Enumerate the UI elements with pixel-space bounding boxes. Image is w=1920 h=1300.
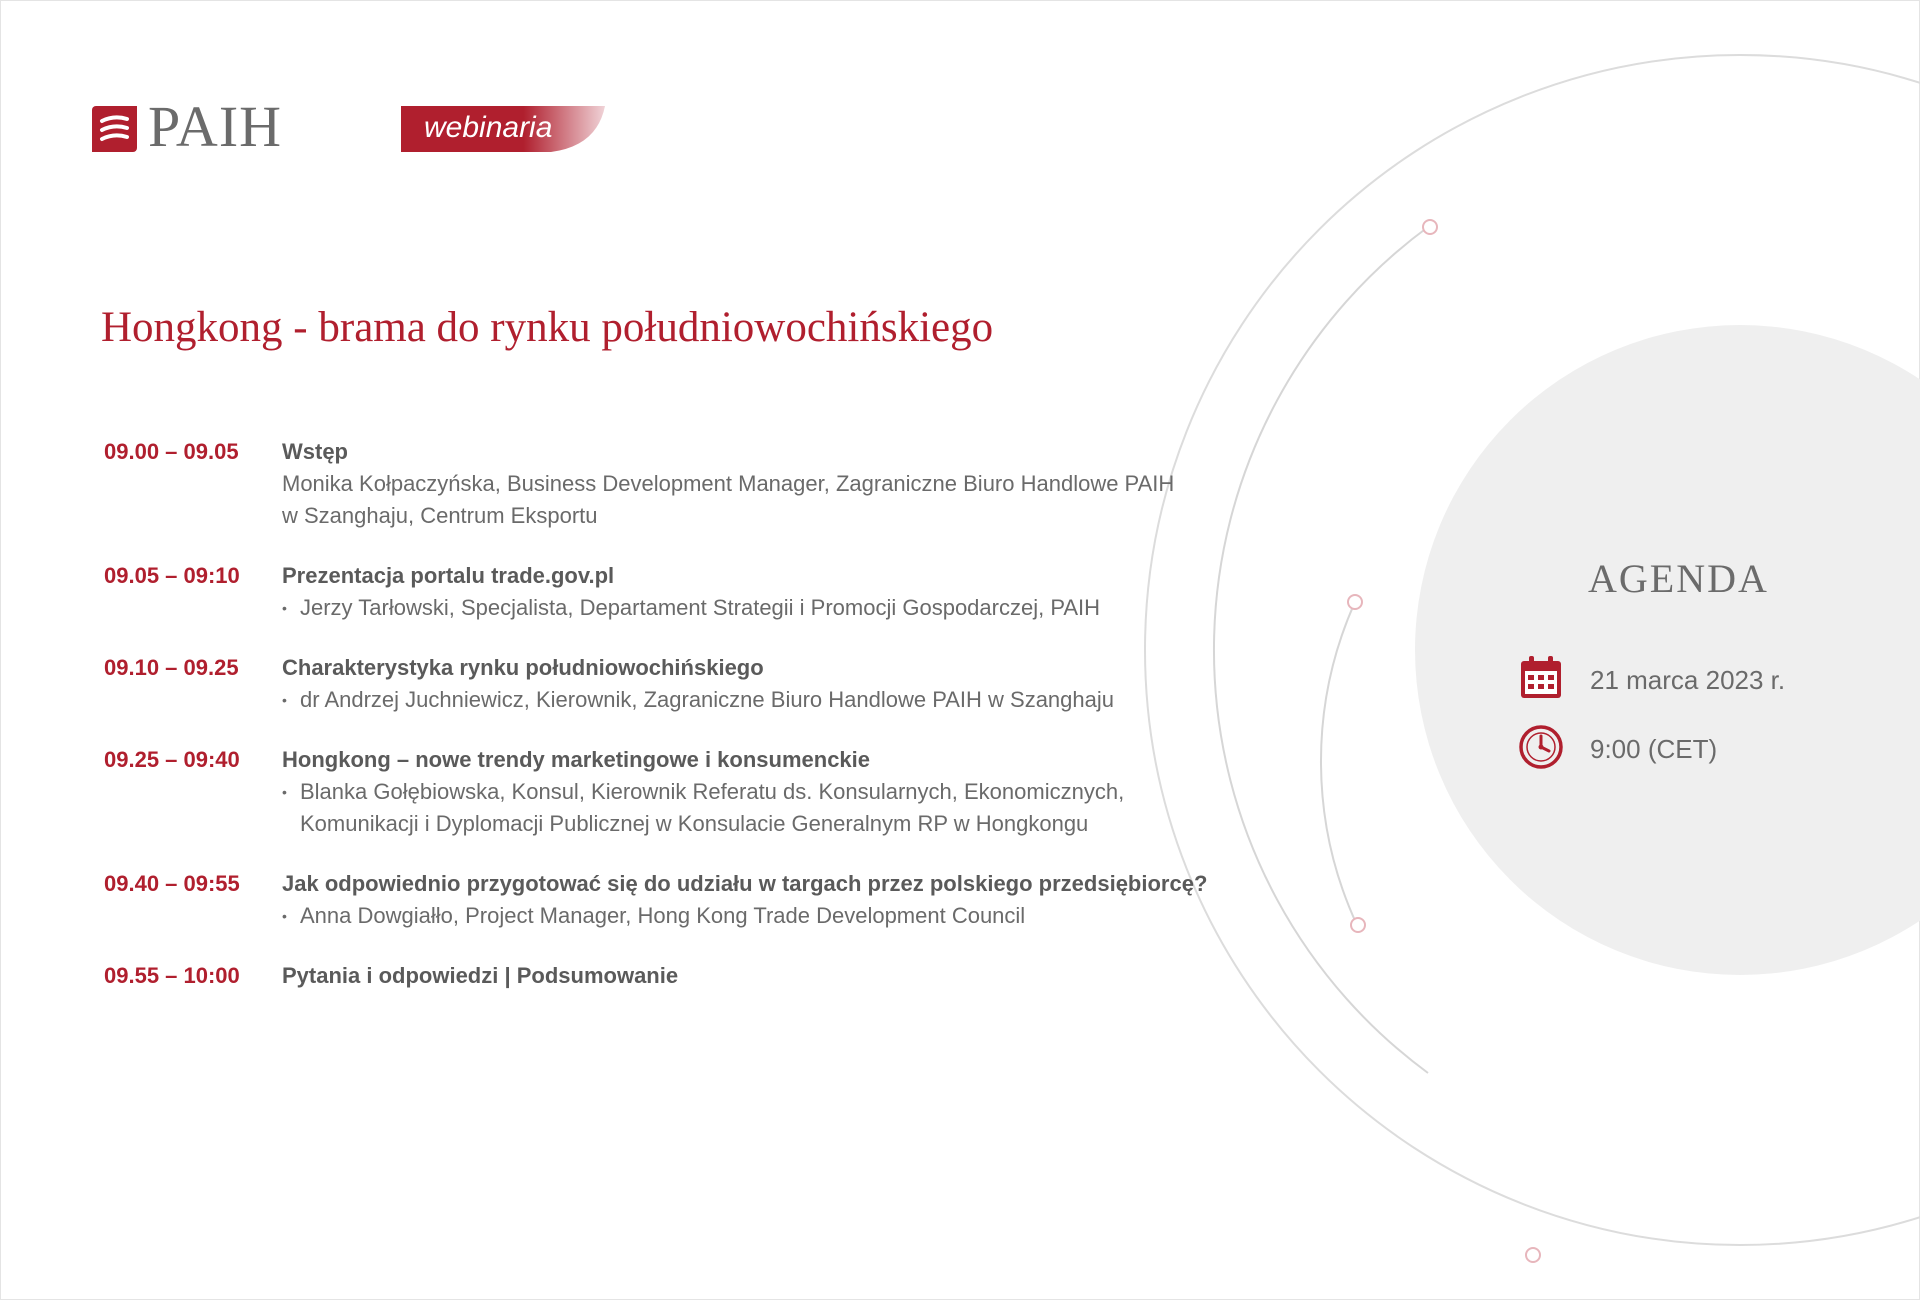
agenda-speaker: Komunikacji i Dyplomacji Publicznej w Konsulacie Generalnym RP w Hongkongu (300, 811, 1089, 836)
agenda-speaker: Jerzy Tarłowski, Specjalista, Departament Strategii i Promocji Gospodarczej, PAIH (300, 595, 1101, 620)
agenda-item (104, 436, 1224, 532)
agenda-time: 09.10 – 09.25 (104, 655, 239, 680)
bullet-icon: • (282, 692, 287, 708)
inner-arc (1321, 602, 1357, 925)
agenda-time: 09.25 – 09:40 (104, 747, 240, 772)
arc-node (1348, 595, 1362, 609)
arc-node (1526, 1248, 1540, 1262)
agenda-item (104, 652, 1224, 716)
paih-logo-icon (92, 106, 137, 152)
agenda-speaker: dr Andrzej Juchniewicz, Kierownik, Zagraniczne Biuro Handlowe PAIH w Szanghaju (300, 687, 1114, 712)
agenda-topic: Charakterystyka rynku południowochińskiego (282, 655, 764, 680)
agenda-time: 09.05 – 09:10 (104, 563, 240, 588)
agenda-speaker-row (282, 776, 1224, 808)
agenda-topic: Jak odpowiednio przygotować się do udziału w targach przez polskiego przedsiębiorcę? (282, 871, 1208, 896)
agenda-time: 09.55 – 10:00 (104, 963, 240, 988)
agenda-topic: Prezentacja portalu trade.gov.pl (282, 563, 615, 588)
agenda-item (104, 744, 1224, 840)
agenda-speaker: Blanka Gołębiowska, Konsul, Kierownik Referatu ds. Konsularnych, Ekonomicznych, (300, 779, 1125, 804)
agenda-speaker: w Szanghaju, Centrum Eksportu (282, 503, 598, 528)
event-time: 9:00 (CET) (1590, 734, 1718, 764)
arc-node (1351, 918, 1365, 932)
agenda-item (104, 868, 1224, 932)
agenda-speaker: Monika Kołpaczyńska, Business Development Manager, Zagraniczne Biuro Handlowe PAIH (282, 471, 1175, 496)
bullet-icon: • (282, 600, 287, 616)
agenda-speaker: Anna Dowgiałło, Project Manager, Hong Kong Trade Development Council (300, 903, 1026, 928)
agenda-topic: Hongkong – nowe trendy marketingowe i konsumenckie (282, 747, 871, 772)
badge-label: webinaria (424, 111, 553, 144)
bullet-icon: • (282, 908, 287, 924)
clock-icon (1518, 724, 1564, 770)
agenda-speaker-row (282, 684, 1224, 716)
middle-arc (1214, 227, 1428, 1073)
agenda-list (104, 436, 1224, 1020)
agenda-speaker-row (282, 592, 1224, 624)
agenda-item (104, 960, 1224, 992)
agenda-item (104, 560, 1224, 624)
event-date: 21 marca 2023 r. (1590, 665, 1786, 695)
agenda-time: 09.40 – 09:55 (104, 871, 240, 896)
agenda-topic: Pytania i odpowiedzi | Podsumowanie (282, 963, 679, 988)
agenda-backdrop-circle (1415, 325, 1920, 975)
bullet-icon: • (282, 784, 287, 800)
page-title: Hongkong - brama do rynku południowochińskiego (101, 304, 994, 351)
agenda-time: 09.00 – 09.05 (104, 439, 239, 464)
agenda-topic: Wstęp (282, 439, 348, 464)
calendar-icon (1518, 655, 1564, 701)
brand-name: PAIH (148, 94, 283, 159)
agenda-heading: AGENDA (1588, 556, 1769, 601)
arc-node (1423, 220, 1437, 234)
agenda-speaker-row (282, 900, 1224, 932)
